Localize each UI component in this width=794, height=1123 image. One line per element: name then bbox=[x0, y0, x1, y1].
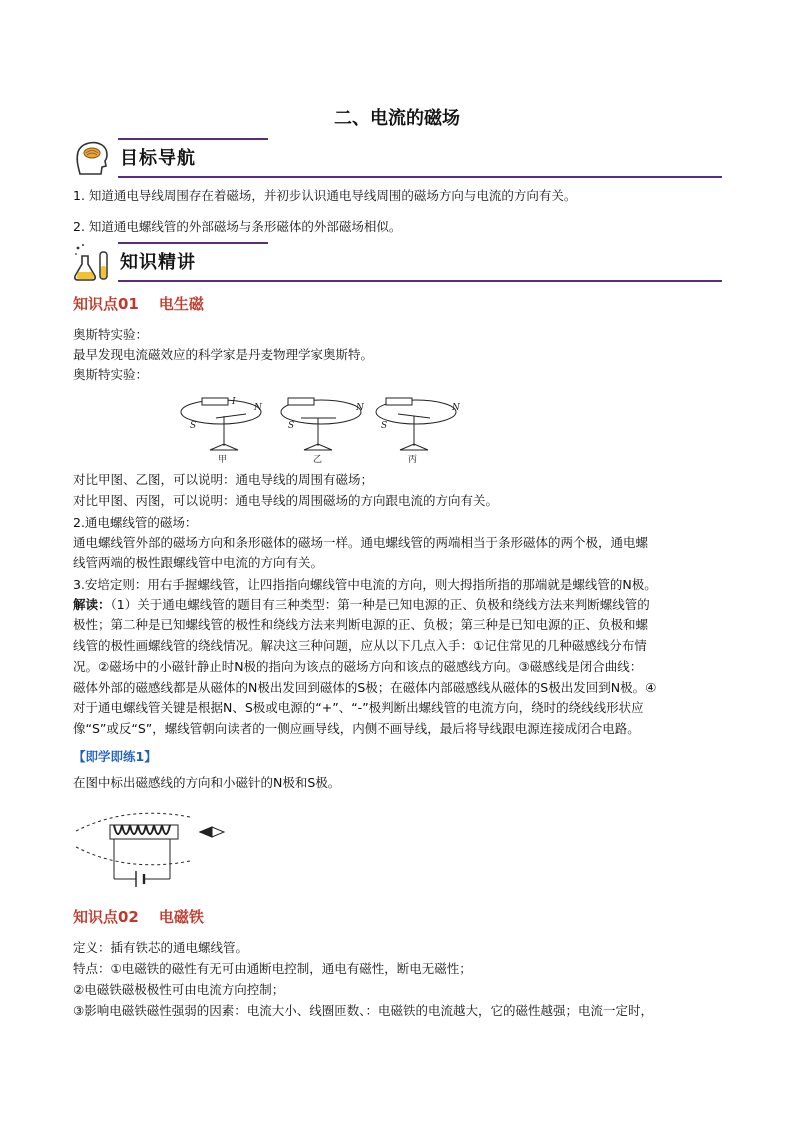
figure-label-jia: 甲 bbox=[218, 455, 228, 464]
kp2-line-4: ③影响电磁铁磁性强弱的因素：电流大小、线圈匝数、：电磁铁的电流越大，它的磁性越强；电流一定时， bbox=[73, 1003, 653, 1018]
explain-line-3: 线管的极性画螺线管的绕线情况。解决这三种问题，应从以下几点入手：①记住常见的几种磁感线分布情 bbox=[73, 638, 647, 653]
flask-icon bbox=[72, 242, 114, 282]
kp2-line-3: ②电磁铁磁极极性可由电流方向控制； bbox=[73, 982, 285, 997]
svg-text:N: N bbox=[254, 403, 262, 413]
svg-text:S: S bbox=[381, 421, 388, 431]
kp1-name: 电生磁 bbox=[158, 295, 204, 313]
compare-line-2: 对比甲图、丙图，可以说明：通电导线的周围磁场的方向跟电流的方向有关。 bbox=[73, 493, 499, 508]
exercise-label: 【即学即练1】 bbox=[73, 749, 157, 764]
ampere-rule: 3.安培定则：用右手握螺线管，让四指指向螺线管中电流的方向，则大拇指所指的那端就是螺线管的N极。 bbox=[73, 577, 657, 592]
explain-line-7: 像“S”或反“S”，螺线管朝向读者的一侧应画导线，内侧不画导线，最后将导线跟电源连接成闭合电路。 bbox=[73, 721, 640, 736]
kp2-title bbox=[73, 906, 204, 927]
head-brain-icon bbox=[72, 138, 114, 178]
explain-line-4: 况。②磁场中的小磁针静止时N极的指向为该点的磁场方向和该点的磁感线方向。③磁感线是闭合曲线： bbox=[73, 659, 643, 674]
svg-text:N: N bbox=[356, 403, 364, 413]
explain-line-1: 解读：（1）关于通电螺线管的题目有三种类型：第一种是已知电源的正、负极和绕线方法来判断螺线管的 bbox=[73, 597, 650, 612]
svg-text:S: S bbox=[190, 421, 197, 431]
figure-label-yi: 乙 bbox=[313, 455, 323, 464]
solenoid-line-2: 线管两端的极性跟螺线管中电流的方向有关。 bbox=[73, 555, 324, 570]
kp2-name: 电磁铁 bbox=[158, 908, 204, 926]
solenoid-line-1: 通电螺线管外部的磁场方向和条形磁体的磁场一样。通电螺线管的两端相当于条形磁体的两个极，通电螺 bbox=[73, 535, 649, 550]
goal-item-2: 2. 知道通电螺线管的外部磁场与条形磁体的外部磁场相似。 bbox=[73, 219, 402, 234]
explain-line-5: 磁体外部的磁感线都是从磁体的N极出发回到磁体的S极；在磁体内部磁感线从磁体的S极出发回到N极。④ bbox=[73, 680, 657, 695]
explain-line-6: 对于通电螺线管关键是根据N、S极或电源的“+”、“-”极判断出螺线管的电流方向，绕时的绕线线形状应 bbox=[73, 700, 644, 715]
figure-label-bing: 丙 bbox=[408, 455, 418, 464]
exercise-question: 在图中标出磁感线的方向和小磁针的N极和S极。 bbox=[73, 775, 341, 790]
section-heading-label: 知识精讲 bbox=[120, 252, 196, 273]
section-heading-label: 目标导航 bbox=[120, 148, 196, 169]
solenoid-title: 2.通电螺线管的磁场： bbox=[73, 515, 198, 530]
kp2-line-1: 定义：插有铁芯的通电螺线管。 bbox=[73, 940, 249, 955]
kp2-line-2: 特点：①电磁铁的磁性有无可由通断电控制，通电有磁性，断电无磁性； bbox=[73, 961, 472, 976]
solenoid-exercise-figure bbox=[72, 803, 232, 889]
kp1-line-2: 最早发现电流磁效应的科学家是丹麦物理学家奥斯特。 bbox=[73, 347, 374, 362]
svg-text:S: S bbox=[288, 421, 295, 431]
kp1-number: 知识点01 bbox=[73, 295, 139, 313]
section-heading-knowledge bbox=[72, 242, 722, 282]
page-title: 二、电流的磁场 bbox=[334, 108, 460, 129]
kp2-number: 知识点02 bbox=[73, 908, 139, 926]
kp1-line-3: 奥斯特实验： bbox=[73, 367, 149, 382]
oersted-experiment-figure bbox=[176, 388, 460, 464]
compare-line-1: 对比甲图、乙图，可以说明：通电导线的周围有磁场； bbox=[73, 472, 374, 487]
section-heading-goals bbox=[72, 138, 722, 178]
kp1-title bbox=[73, 293, 204, 314]
goal-item-1: 1. 知道通电导线周围存在着磁场，并初步认识通电导线周围的磁场方向与电流的方向有关。 bbox=[73, 188, 577, 203]
svg-text:N: N bbox=[452, 403, 460, 413]
explain-line-2: 极性；第二种是已知螺线管的极性和绕线方法来判断电源的正、负极；第三种是已知电源的正、负极和螺 bbox=[73, 617, 649, 632]
svg-text:I: I bbox=[232, 397, 236, 407]
kp1-line-1: 奥斯特实验： bbox=[73, 327, 149, 342]
explain-label: 解读： bbox=[73, 597, 111, 612]
